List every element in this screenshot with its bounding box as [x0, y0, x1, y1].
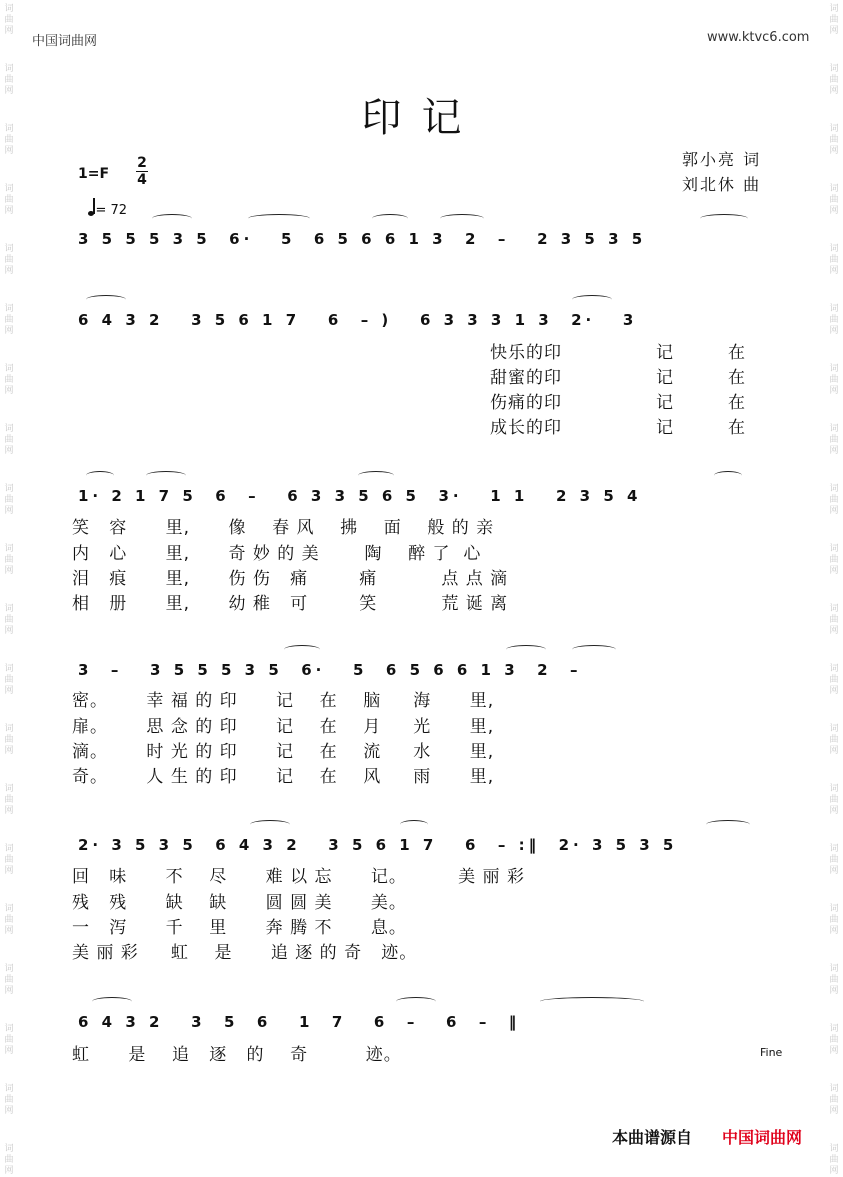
- lyricist-credit: 郭小亮 词: [682, 150, 762, 169]
- watermark-text: 词 曲 网: [829, 664, 839, 696]
- slur-arc: [358, 471, 394, 480]
- lyric-row4-line2: 扉。 思 念 的 印 记 在 月 光 里,: [72, 717, 495, 737]
- watermark-text: 词 曲 网: [829, 244, 839, 276]
- slur-arc: [146, 471, 186, 480]
- slur-arc: [372, 214, 408, 223]
- left-watermark-strip: [0, 0, 18, 1176]
- notation-row-2: 6 4 3 2 3 5 6 1 7 6 – ) 6 3 3 3 1 3 2· 3: [78, 311, 638, 329]
- watermark-text: 词 曲 网: [4, 1084, 14, 1116]
- slur-arc: [706, 820, 750, 829]
- lyric-zai-2: 在: [728, 368, 746, 388]
- watermark-text: 词 曲 网: [829, 784, 839, 816]
- watermark-text: 词 曲 网: [4, 244, 14, 276]
- watermark-text: 词 曲 网: [829, 484, 839, 516]
- watermark-text: 词 曲 网: [4, 544, 14, 576]
- tie-arc: [540, 997, 644, 1006]
- source-site-link[interactable]: 中国词曲网: [722, 1128, 803, 1147]
- lyric-zai-4: 在: [728, 418, 746, 438]
- time-signature-top: 2: [137, 155, 147, 171]
- watermark-text: 词 曲 网: [829, 4, 839, 36]
- watermark-text: 词 曲 网: [829, 1144, 839, 1176]
- notation-row-6: 6 4 3 2 3 5 6 1 7 6 – 6 – ‖: [78, 1013, 521, 1031]
- slur-arc: [700, 214, 748, 223]
- watermark-text: 词 曲 网: [4, 364, 14, 396]
- fine-marking: Fine: [760, 1046, 783, 1059]
- key-signature: 1=F: [78, 166, 110, 182]
- lyric-row3-line2: 内 心 里, 奇 妙 的 美 陶 醉 了 心: [72, 544, 482, 564]
- site-url-header: www.ktvc6.com: [707, 30, 810, 45]
- lyric-row5-line3: 一 泻 千 里 奔 腾 不 息。: [72, 918, 407, 938]
- watermark-text: 词 曲 网: [4, 1024, 14, 1056]
- composer-credit: 刘北休 曲: [682, 175, 762, 194]
- notation-row-5: 2· 3 5 3 5 6 4 3 2 3 5 6 1 7 6 – :‖ 2· 3 5 3 5: [78, 836, 678, 854]
- lyric-row4-line4: 奇。 人 生 的 印 记 在 风 雨 里,: [72, 767, 495, 787]
- slur-arc: [86, 471, 114, 480]
- slur-arc: [86, 295, 126, 304]
- slur-arc: [248, 214, 310, 223]
- notation-row-1: 3 5 5 5 3 5 6· 5 6 5 6 6 1 3 2 – 2 3 5 3 5: [78, 230, 647, 248]
- watermark-text: 词 曲 网: [829, 724, 839, 756]
- tempo-marking: [88, 198, 127, 218]
- lyric-ji-1: 记: [656, 343, 674, 363]
- lyric-ji-2: 记: [656, 368, 674, 388]
- right-watermark-strip: [825, 0, 843, 1176]
- notation-row-3: 1· 2 1 7 5 6 – 6 3 3 5 6 5 3· 1 1 2 3 5 4: [78, 487, 642, 505]
- slur-arc: [250, 820, 290, 829]
- watermark-text: 词 曲 网: [829, 964, 839, 996]
- watermark-text: 词 曲 网: [829, 844, 839, 876]
- watermark-text: 词 曲 网: [4, 604, 14, 636]
- lyric-ji-3: 记: [656, 393, 674, 413]
- watermark-text: 词 曲 网: [4, 784, 14, 816]
- time-signature-bottom: 4: [137, 172, 147, 188]
- slur-arc: [92, 997, 132, 1006]
- watermark-text: 词 曲 网: [829, 184, 839, 216]
- lyric-row3-line3: 泪 痕 里, 伤 伤 痛 痛 点 点 滴: [72, 569, 509, 589]
- watermark-text: 词 曲 网: [4, 664, 14, 696]
- lyric-row4-line3: 滴。 时 光 的 印 记 在 流 水 里,: [72, 742, 495, 762]
- watermark-text: 词 曲 网: [4, 844, 14, 876]
- lyric-row5-line4: 美 丽 彩 虹 是 追 逐 的 奇 迹。: [72, 943, 418, 963]
- lyric-row2-line2: 甜蜜的印: [490, 368, 562, 388]
- lyric-row5-line2: 残 残 缺 缺 圆 圆 美 美。: [72, 893, 407, 913]
- lyric-row2-line1: 快乐的印: [490, 343, 562, 363]
- watermark-text: 词 曲 网: [829, 1024, 839, 1056]
- lyric-row3-line4: 相 册 里, 幼 稚 可 笑 荒 诞 离: [72, 594, 509, 614]
- slur-arc: [400, 820, 428, 829]
- watermark-text: 词 曲 网: [829, 124, 839, 156]
- slur-arc: [440, 214, 484, 223]
- watermark-text: 词 曲 网: [4, 1144, 14, 1176]
- watermark-text: 词 曲 网: [829, 64, 839, 96]
- slur-arc: [714, 471, 742, 480]
- watermark-text: 词 曲 网: [4, 964, 14, 996]
- watermark-text: 词 曲 网: [4, 4, 14, 36]
- time-signature: [136, 156, 148, 187]
- slur-arc: [396, 997, 436, 1006]
- watermark-text: 词 曲 网: [4, 724, 14, 756]
- lyric-zai-3: 在: [728, 393, 746, 413]
- lyric-zai-1: 在: [728, 343, 746, 363]
- watermark-text: 词 曲 网: [829, 364, 839, 396]
- watermark-text: 词 曲 网: [4, 424, 14, 456]
- lyric-row2-line3: 伤痛的印: [490, 393, 562, 413]
- site-name-header: 中国词曲网: [32, 34, 98, 49]
- song-title: 印记: [361, 95, 482, 141]
- watermark-text: 词 曲 网: [4, 124, 14, 156]
- lyric-ji-4: 记: [656, 418, 674, 438]
- watermark-text: 词 曲 网: [829, 604, 839, 636]
- source-label: 本曲谱源自: [612, 1128, 693, 1147]
- lyric-row3-line1: 笑 容 里, 像 春 风 拂 面 般 的 亲: [72, 518, 495, 538]
- lyric-row2-line4: 成长的印: [490, 418, 562, 438]
- watermark-text: 词 曲 网: [4, 184, 14, 216]
- watermark-text: 词 曲 网: [4, 904, 14, 936]
- slur-arc: [506, 645, 546, 654]
- watermark-text: 词 曲 网: [829, 424, 839, 456]
- watermark-text: 词 曲 网: [829, 304, 839, 336]
- lyric-row4-line1: 密。 幸 福 的 印 记 在 脑 海 里,: [72, 691, 495, 711]
- slur-arc: [152, 214, 192, 223]
- slur-arc: [572, 645, 616, 654]
- note-stem: [93, 198, 95, 214]
- tempo-value: = 72: [95, 203, 128, 218]
- watermark-text: 词 曲 网: [4, 304, 14, 336]
- slur-arc: [284, 645, 320, 654]
- watermark-text: 词 曲 网: [4, 484, 14, 516]
- watermark-text: 词 曲 网: [829, 904, 839, 936]
- lyric-row5-line1: 回 味 不 尽 难 以 忘 记。 美 丽 彩: [72, 867, 525, 887]
- lyric-row6: 虹 是 追 逐 的 奇 迹。: [72, 1045, 402, 1065]
- watermark-text: 词 曲 网: [829, 544, 839, 576]
- watermark-text: 词 曲 网: [4, 64, 14, 96]
- notation-row-4: 3 – 3 5 5 5 3 5 6· 5 6 5 6 6 1 3 2 –: [78, 661, 582, 679]
- slur-arc: [572, 295, 612, 304]
- watermark-text: 词 曲 网: [829, 1084, 839, 1116]
